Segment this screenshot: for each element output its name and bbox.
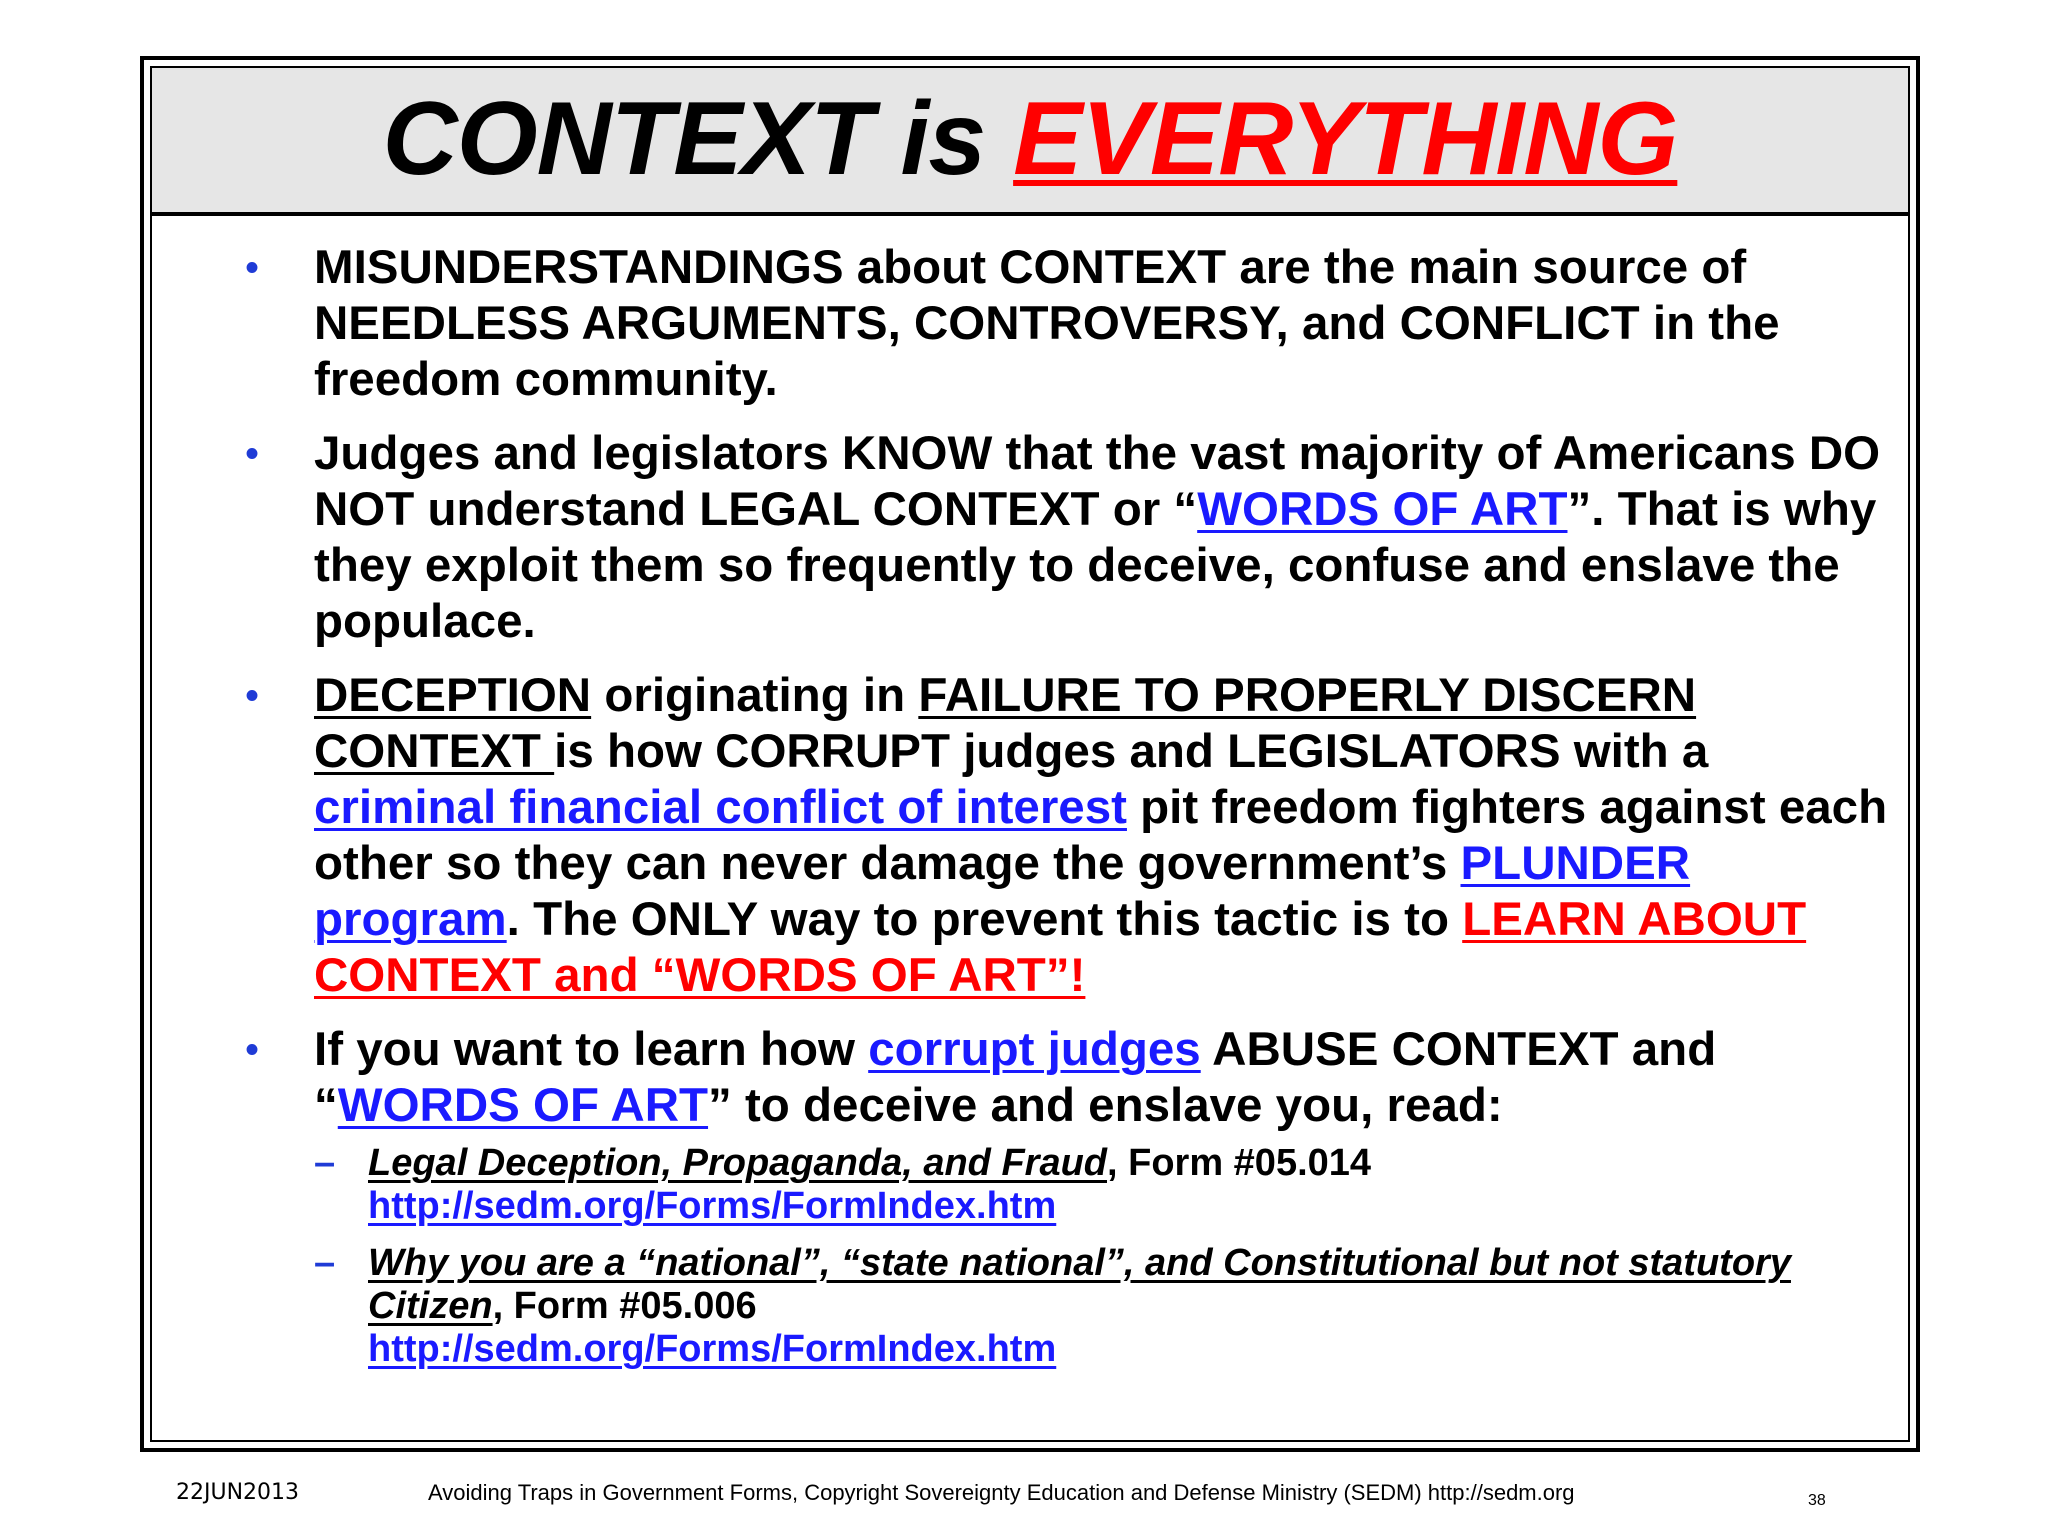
footer-copyright: Avoiding Traps in Government Forms, Copyright Sovereignty Education and Defense Ministry (SEDM) http://sedm.org: [428, 1480, 1575, 1505]
title-band: [152, 68, 1908, 216]
reading-item-2-title: Why you are a “national”, “state national”, and Constitutional but not statutory Citizen: [368, 1242, 1791, 1327]
words-of-art-link[interactable]: WORDS OF ART: [337, 1079, 709, 1132]
bullet-4-text-3: ” to deceive and enslave you, read:: [708, 1079, 1503, 1132]
bullet-3-text-1: originating in: [591, 669, 919, 722]
conflict-of-interest-link[interactable]: criminal financial conflict of interest: [314, 781, 1127, 834]
bullet-list: [232, 240, 1892, 1371]
reading-list: [314, 1142, 1892, 1371]
bullet-3-text-3: pit freedom fighters against each other so they can never damage the government’s: [314, 781, 1888, 890]
reading-item-1: [314, 1142, 1892, 1228]
bullet-2-text-2: ”. That is why they exploit them so frequently to deceive, confuse and enslave the populace.: [314, 483, 1877, 648]
reading-item-1-form: , Form #05.014: [1107, 1142, 1372, 1184]
slide-inner-border: [150, 66, 1910, 1442]
dash-icon: –: [314, 1142, 336, 1184]
slide-title: [152, 68, 1908, 197]
reading-item-1-title: Legal Deception, Propaganda, and Fraud: [368, 1142, 1107, 1184]
bullet-icon: •: [245, 247, 259, 289]
bullet-icon: •: [245, 433, 259, 475]
title-part-2: EVERYTHING: [1013, 81, 1678, 197]
footer-date: 22JUN2013: [176, 1480, 300, 1505]
reading-item-2-url-link[interactable]: http://sedm.org/Forms/FormIndex.htm: [368, 1328, 1057, 1370]
slide-footer: [0, 1480, 2048, 1520]
failure-to-discern-underlined: FAILURE TO PROPERLY DISCERN CONTEXT: [314, 669, 1697, 778]
reading-item-2: [314, 1242, 1892, 1371]
slide-frame: [140, 56, 1920, 1452]
bullet-4: [232, 1022, 1892, 1371]
deception-underlined: DECEPTION: [314, 669, 592, 722]
bullet-icon: •: [245, 1029, 259, 1071]
learn-about-context-emphasis: LEARN ABOUT CONTEXT and “WORDS OF ART”!: [314, 893, 1807, 1002]
bullet-3-text-4: . The ONLY way to prevent this tactic is to: [506, 893, 1463, 946]
bullet-3-text-2: is how CORRUPT judges and LEGISLATORS with a: [554, 725, 1709, 778]
bullet-1-text: MISUNDERSTANDINGS about CONTEXT are the main source of NEEDLESS ARGUMENTS, CONTROVERSY, and CONFLICT in the freedom community.: [314, 241, 1780, 406]
dash-icon: –: [314, 1242, 336, 1284]
bullet-4-text-2: ABUSE CONTEXT and “: [314, 1023, 1717, 1132]
bullet-3: [232, 668, 1892, 1004]
bullet-4-text-1: If you want to learn how: [314, 1023, 869, 1076]
bullet-2-text-1: Judges and legislators KNOW that the vast majority of Americans DO NOT understand LEGAL CONTEXT or “: [314, 427, 1881, 536]
reading-item-1-url-link[interactable]: http://sedm.org/Forms/FormIndex.htm: [368, 1185, 1057, 1227]
title-part-1: CONTEXT is: [382, 81, 1014, 197]
words-of-art-link[interactable]: WORDS OF ART: [1197, 483, 1568, 536]
page-number: 38: [1808, 1492, 1826, 1509]
bullet-2: [232, 426, 1892, 650]
reading-item-2-form: , Form #05.006: [492, 1285, 757, 1327]
slide-content: [232, 240, 1892, 1389]
bullet-1: [232, 240, 1892, 408]
corrupt-judges-link[interactable]: corrupt judges: [868, 1023, 1201, 1076]
plunder-program-link[interactable]: PLUNDER program: [314, 837, 1691, 946]
bullet-icon: •: [245, 675, 259, 717]
